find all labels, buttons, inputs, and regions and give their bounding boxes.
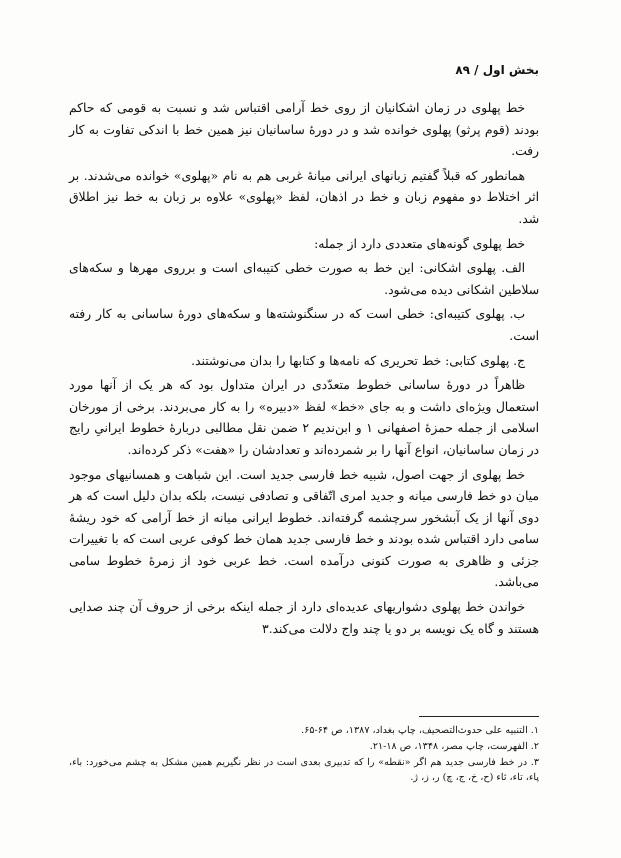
- footnotes: [69, 723, 539, 786]
- footnote-1: ۱. التنبیه علی حدوث‌التصحیف، چاپ بغداد، ۱۳۸۷، ص ۶۴-۶۵.: [301, 725, 539, 736]
- main-text: [69, 98, 539, 643]
- footnote-divider: [419, 716, 539, 717]
- paragraph-pahlavi-origin: خط پهلوی در زمان اشکانیان از روی خط آرامی اقتباس شد و نسبت به قومی که حاکم بودند (قوم پرثو) پهلوی خوانده شد و در دورهٔ ساسانیان نیز همین خط با اندکی تفاوت به کار رفت.: [69, 101, 539, 159]
- footnote-2: ۲. الفهرست، چاپ مصر، ۱۳۴۸، ص ۱۸-۲۱.: [369, 741, 539, 752]
- paragraph-sasanian-scripts: ظاهراً در دورهٔ ساسانی خطوط متعدّدی در ایران متداول بود که هر یک از آنها مورد استعمال ویژه‌ای داشت و به جای «خط» لفظ «دبیره» را به کار می‌بردند. برخی از مورخان اسلامی از جمله حمزهٔ اصفهانی ۱ و ابن‌ندیم ۲ ضمن نقل مطالبی دربارهٔ خطوط ایرانیِ رایج در زمان ساسانیان، انواع آنها را بر شمرده‌اند و تعدادشان را «هفت» ذکر کرده‌اند.: [69, 378, 539, 457]
- list-item-book-pahlavi: ج. پهلوی کتابی: خط تحریری که نامه‌ها و کتابها را بدان می‌نوشتند.: [191, 353, 525, 368]
- footnote-3: ۳. در خط فارسی جدید هم اگر «نقطه» را که تدبیری بعدی است در نظر نگیریم همین مشکل به چشم می‌خورد: باء، پاء، تاء، ثاء (ح، خ، ج، چ) ر، ز، ژ.: [69, 757, 539, 783]
- running-header: بخش اول / ۸۹: [455, 63, 539, 77]
- paragraph-similarity: خط پهلوی از جهت اصول، شبیه خط فارسی جدید است. این شباهت و همسانیهای موجود میان دو خط فارسی میانه و جدید امری اتّفاقی و تصادفی نیست، بلکه بدان دلیل است که هر دوی آنها از یک آبشخور سرچشمه گرفته‌اند. خطوط ایرانی میانه از خط آرامی که خود ریشهٔ سامی دارد اقتباس شده بودند و خط فارسی جدید همان خط کوفی عربی است که با تغییرات جزئی و ظاهری به صورت کنونی درآمده است. خط عربی خود از زمرهٔ خطوط سامی می‌باشد.: [69, 467, 539, 590]
- paragraph-pahlavi-language: همانطور که قبلاً گفتیم زبانهای ایرانی میانهٔ غربی هم به نام «پهلوی» خوانده می‌شدند. بر اثر اختلاط دو مفهوم زبان و خط در اذهان، لفظ «پهلوی» علاوه بر زبان به خط نیز اطلاق شد.: [69, 168, 539, 226]
- paragraph-reading-difficulty: خواندن خط پهلوی دشواریهای عدیده‌ای دارد از جمله اینکه برخی از حروف آن چند صدایی هستند و گاه یک نویسه بر دو یا چند واج دلالت می‌کند.۳: [69, 600, 539, 636]
- paragraph-varieties-intro: خط پهلوی گونه‌های متعددی دارد از جمله:: [314, 236, 525, 251]
- list-item-inscriptional: ب. پهلوی کتیبه‌ای: خطی است که در سنگنوشته‌ها و سکه‌های دورهٔ ساسانی به کار رفته است.: [69, 307, 539, 343]
- list-item-arsacid: الف. پهلوی اشکانی: این خط به صورت خطی کتیبه‌ای است و برروی مهرها و سکه‌های سلاطین اشکانی دیده می‌شود.: [69, 261, 539, 297]
